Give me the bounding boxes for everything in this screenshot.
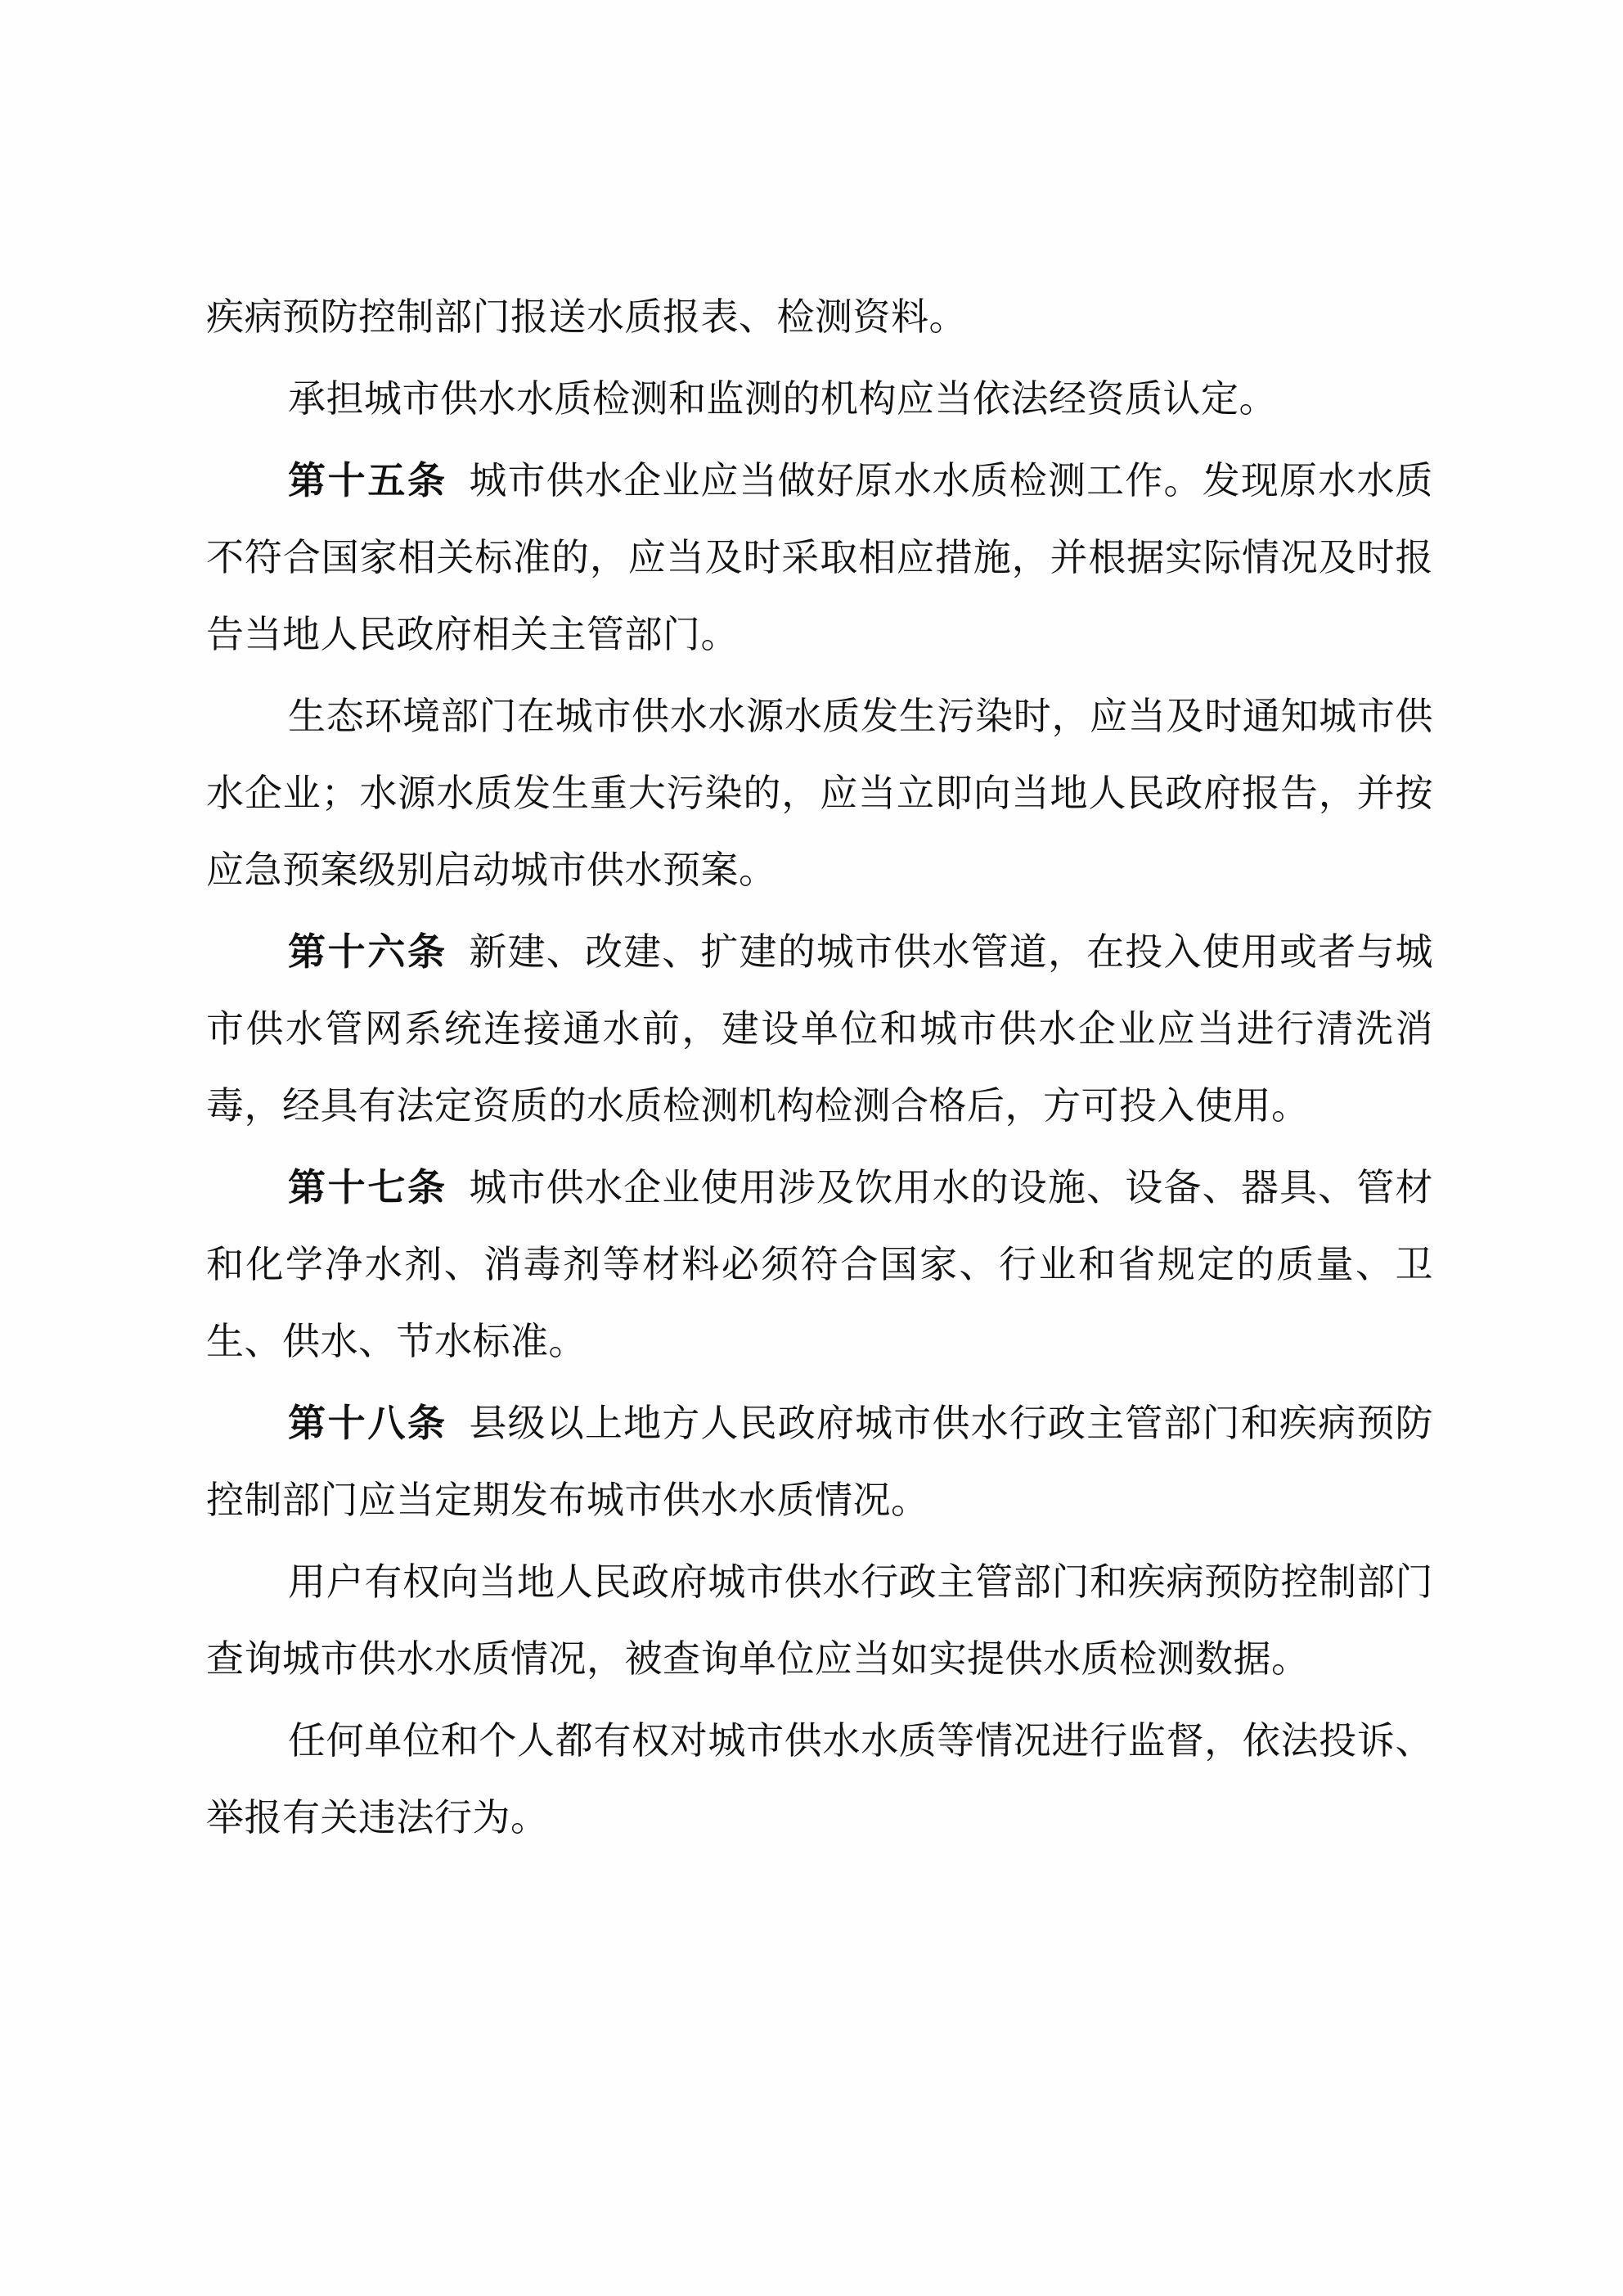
document-body xyxy=(206,278,1433,1861)
paragraph xyxy=(206,1543,1433,1697)
paragraph-text: 城市供水企业使用涉及饮用水的设施、设备、器具、管材和化学净水剂、消毒剂等材料必须符合国家、行业和省规定的质量、卫生、供水、节水标准。 xyxy=(206,1165,1434,1363)
paragraph-text: 新建、改建、扩建的城市供水管道，在投入使用或者与城市供水管网系统连接通水前，建设单位和城市供水企业应当进行清洗消毒，经具有法定资质的水质检测机构检测合格后，方可投入使用。 xyxy=(206,930,1434,1128)
paragraph xyxy=(206,1702,1433,1856)
paragraph-article-17 xyxy=(206,1149,1433,1380)
paragraph xyxy=(206,360,1433,437)
paragraph-article-18 xyxy=(206,1384,1433,1538)
paragraph-text: 生态环境部门在城市供水水源水质发生污染时，应当及时通知城市供水企业；水源水质发生重大污染的，应当立即向当地人民政府报告，并按应急预案级别启动城市供水预案。 xyxy=(206,694,1433,892)
paragraph xyxy=(206,278,1433,355)
paragraph-text: 承担城市供水水质检测和监测的机构应当依法经资质认定。 xyxy=(288,376,1277,421)
article-number: 第十八条 xyxy=(288,1401,447,1445)
paragraph-text: 任何单位和个人都有权对城市供水水质等情况进行监督，依法投诉、举报有关违法行为。 xyxy=(206,1718,1433,1839)
paragraph-text: 县级以上地方人民政府城市供水行政主管部门和疾病预防控制部门应当定期发布城市供水水质情况。 xyxy=(206,1401,1434,1522)
paragraph-text: 用户有权向当地人民政府城市供水行政主管部门和疾病预防控制部门查询城市供水水质情况，被查询单位应当如实提供水质检测数据。 xyxy=(206,1560,1433,1681)
paragraph-text: 城市供水企业应当做好原水水质检测工作。发现原水水质不符合国家相关标准的，应当及时采取相应措施，并根据实际情况及时报告当地人民政府相关主管部门。 xyxy=(206,458,1434,656)
paragraph-text: 疾病预防控制部门报送水质报表、检测资料。 xyxy=(206,295,967,339)
article-number: 第十六条 xyxy=(288,930,447,974)
paragraph xyxy=(206,678,1433,908)
paragraph-article-16 xyxy=(206,913,1433,1144)
paragraph-article-15 xyxy=(206,442,1433,673)
article-number: 第十七条 xyxy=(288,1165,447,1209)
article-number: 第十五条 xyxy=(288,458,447,502)
